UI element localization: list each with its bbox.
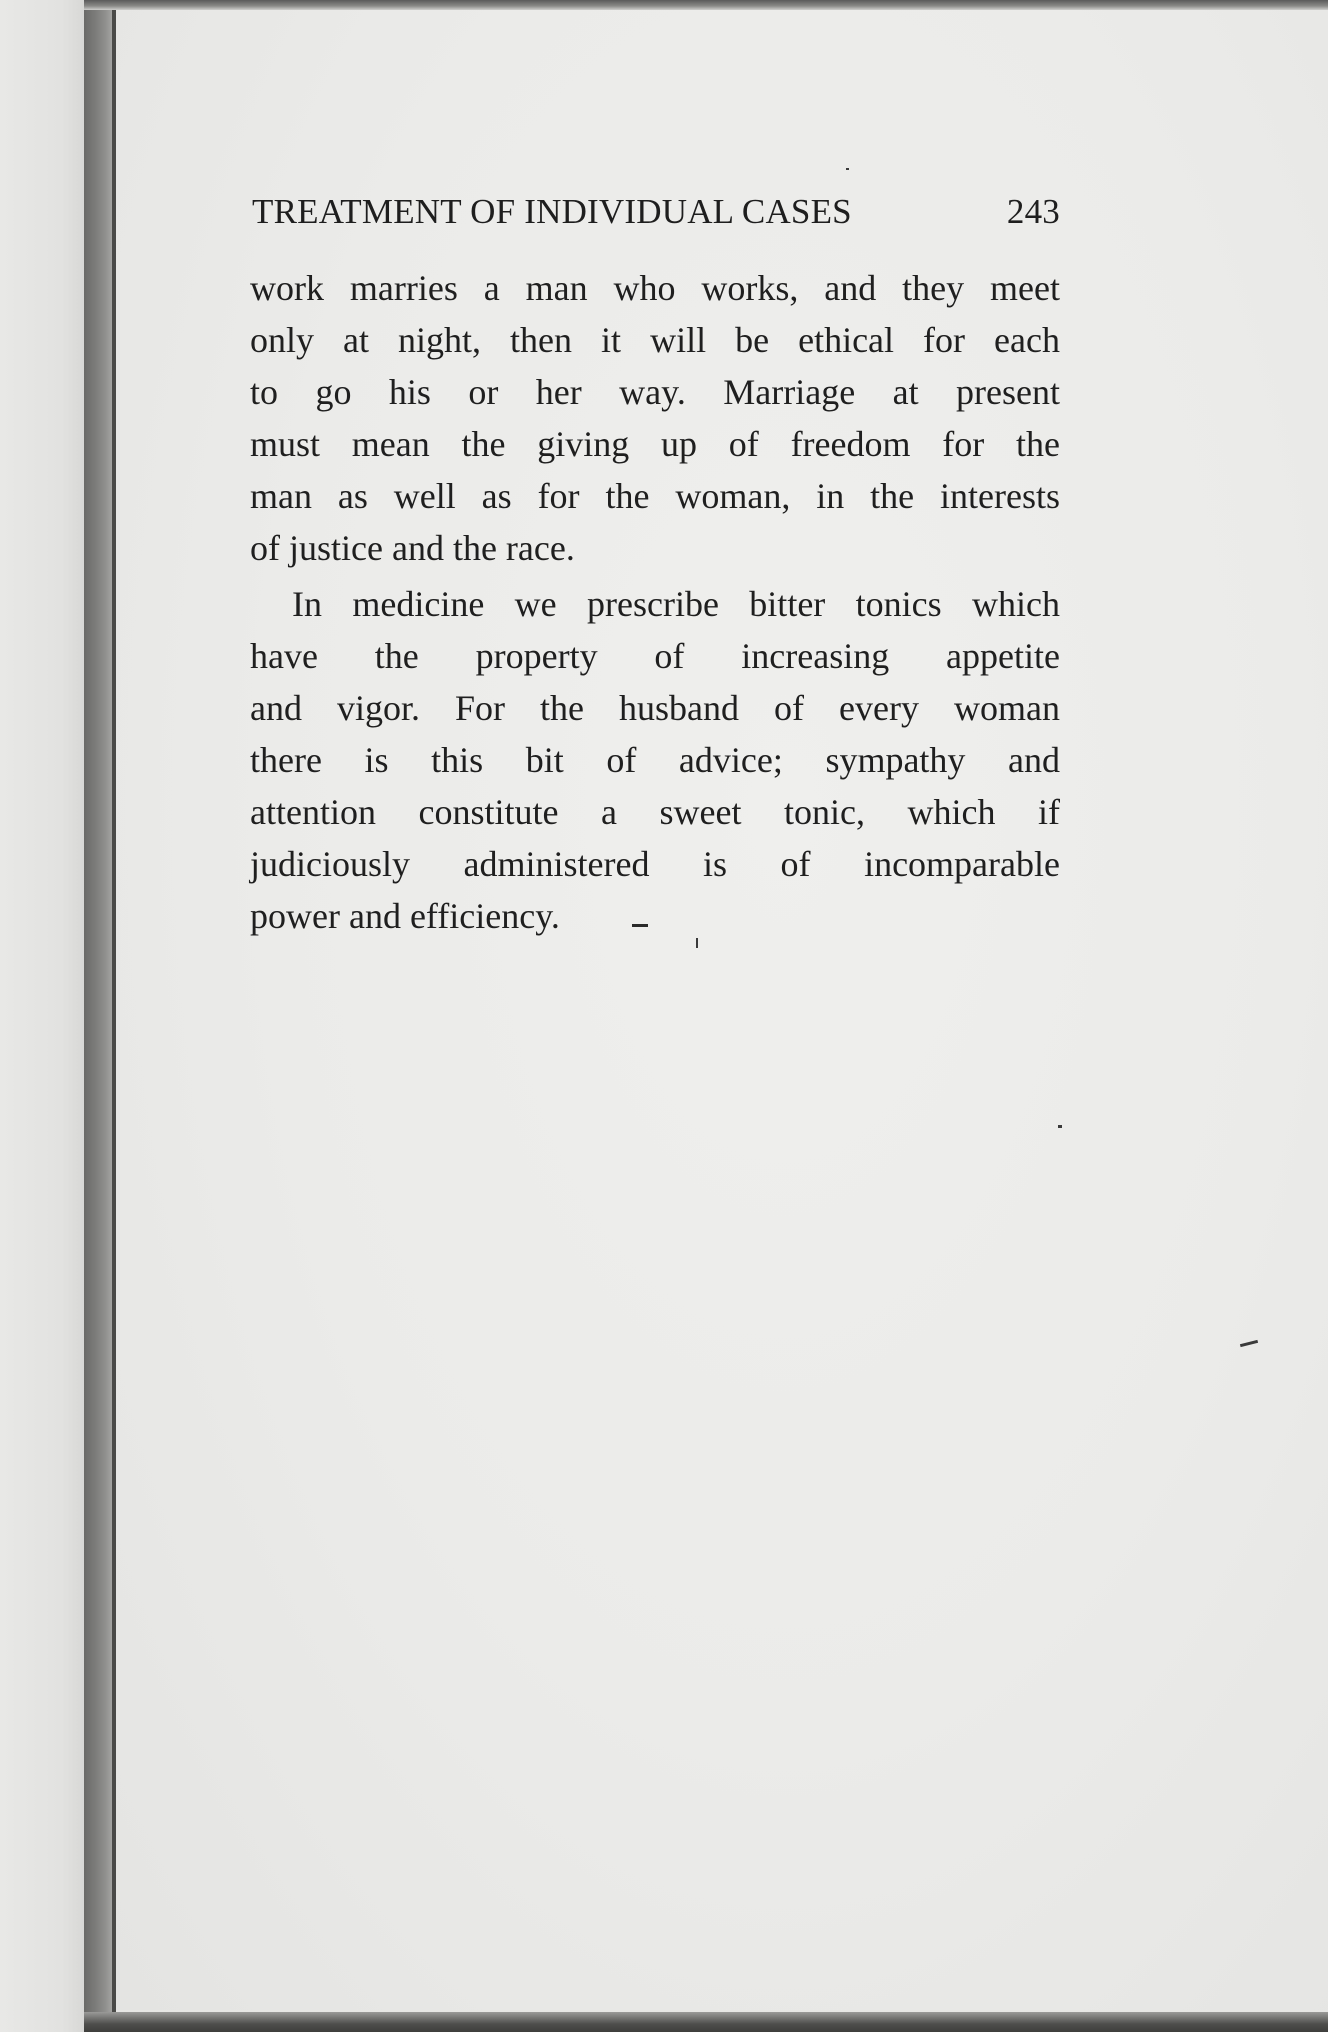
text-line: of justice and the race.	[250, 528, 575, 568]
text-line: to go his or her way. Marriage at present	[250, 372, 1060, 412]
text-line: and vigor. For the husband of every woman	[250, 688, 1060, 728]
scan-bottom-edge	[84, 2012, 1328, 2032]
text-line: only at night, then it will be ethical for each	[250, 320, 1060, 360]
end-mark	[632, 924, 648, 927]
scan-top-edge	[84, 0, 1328, 10]
text-line: there is this bit of advice; sympathy and	[250, 740, 1060, 780]
text-line: man as well as for the woman, in the interests	[250, 476, 1060, 516]
text-line: judiciously administered is of incomparable	[250, 844, 1060, 884]
paragraph-2	[250, 578, 1060, 942]
gutter-edge	[112, 8, 116, 2013]
scan-speck	[846, 168, 849, 170]
text-line: attention constitute a sweet tonic, which if	[250, 792, 1060, 832]
text-line: In medicine we prescribe bitter tonics which	[292, 584, 1060, 624]
text-line: work marries a man who works, and they meet	[250, 268, 1060, 308]
text-line: have the property of increasing appetite	[250, 636, 1060, 676]
facing-page-margin	[0, 0, 88, 2032]
paragraph-1	[250, 262, 1060, 574]
text-line: must mean the giving up of freedom for the	[250, 424, 1060, 464]
page-number: 243	[1006, 192, 1060, 231]
running-head-title: TREATMENT OF INDIVIDUAL CASES	[252, 192, 852, 231]
scan-speck	[1058, 1125, 1062, 1128]
book-gutter	[84, 6, 114, 2016]
scan-speck	[696, 938, 698, 948]
running-head	[252, 192, 1060, 240]
text-line: power and efficiency.	[250, 896, 560, 936]
body-text	[250, 262, 1060, 942]
